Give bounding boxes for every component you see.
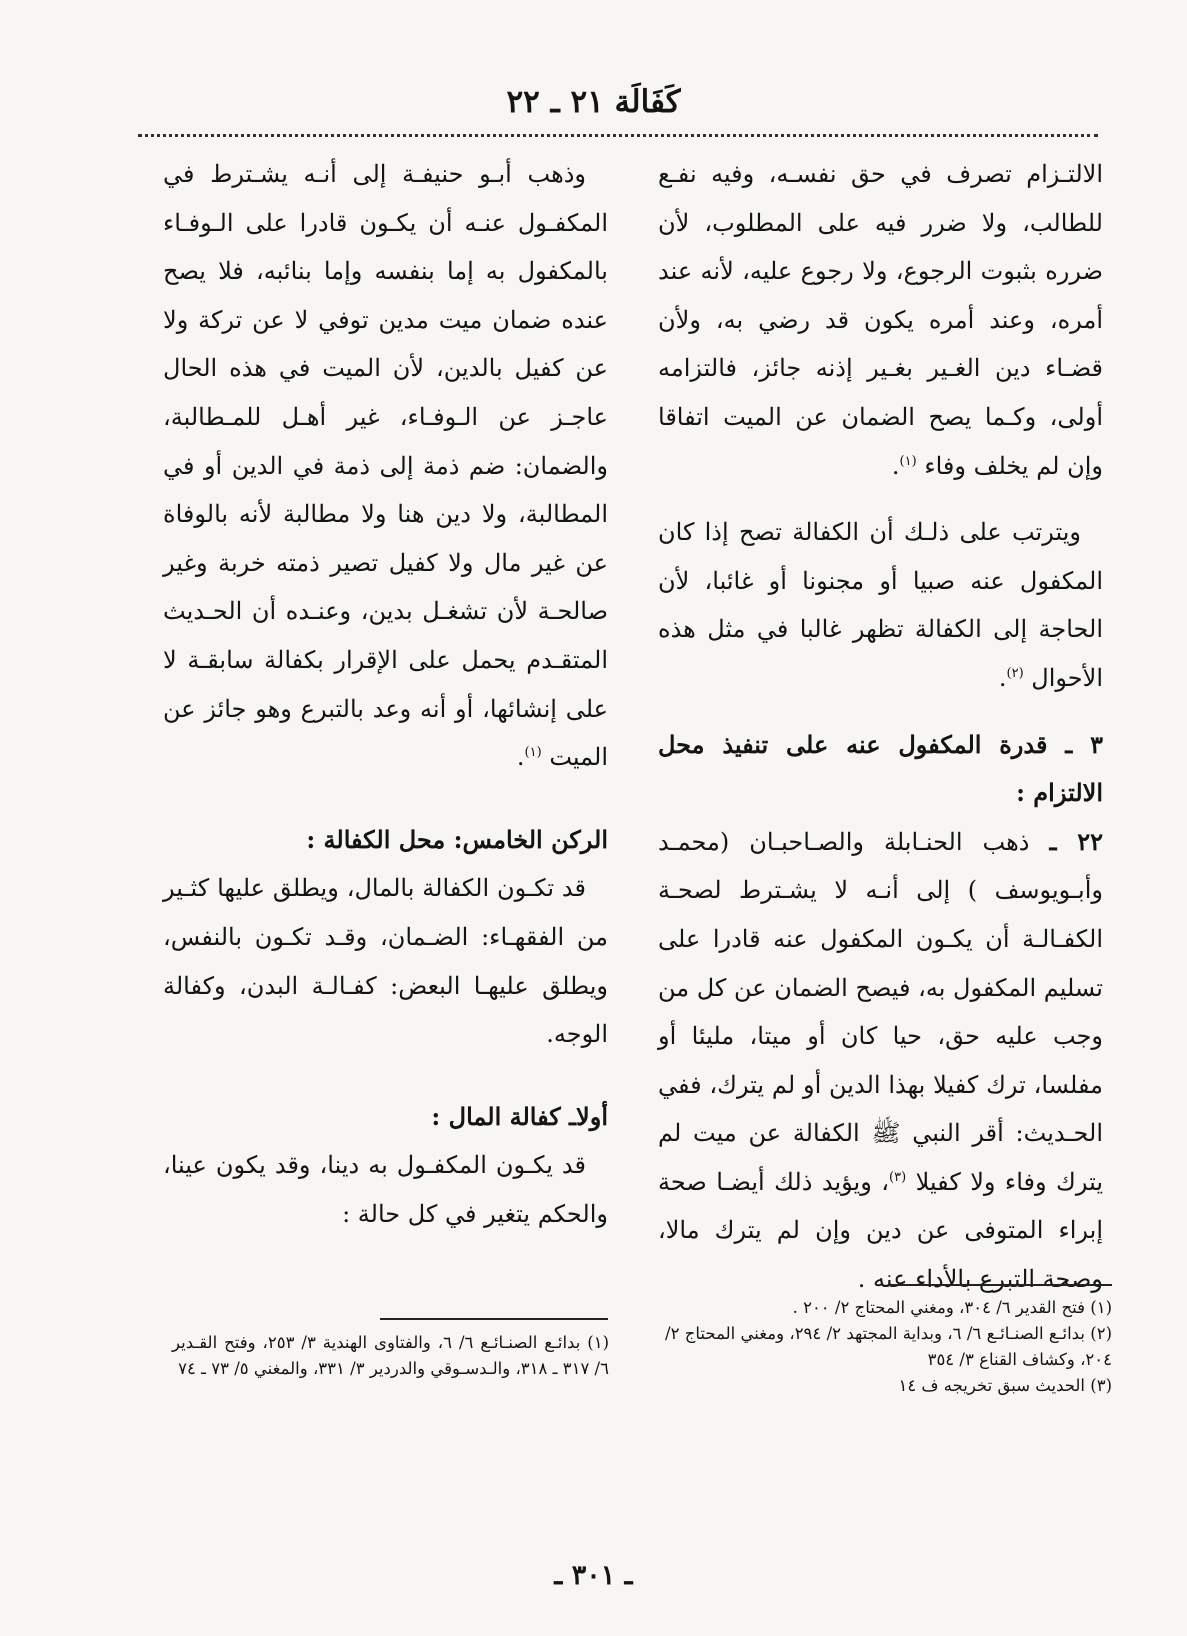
right-column — [658, 150, 1103, 1304]
footnote: (٣) الحديث سبق تخريجه ف ١٤ — [898, 1376, 1112, 1395]
right-paragraph-1: الالتـزام تصرف في حق نفسـه، وفيه نفـع للطالب، ولا ضرر فيه على المطلوب، لأن ضرره بثبوت الرجوع، ولا رجوع عليه، لأنه عند أمره، وعند أمره يكون قد رضي به، ولأن قضـاء دين الغـير بغـير إذنه جائز، فالتزامه أولى، وكـما يصح الضمان عن الميت اتفاقا وإن لم يخلف وفاء $^{(١)}$. — [658, 160, 1103, 480]
section-heading-fifth-pillar: الركن الخامس: محل الكفالة : — [306, 824, 608, 854]
left-paragraph-2: قد تكـون الكفالة بالمال، ويطلق عليها كثـير من الفقهـاء: الضـمان، وقـد تكـون بالنفس، ويطلق عليهـا البعض: كفـالـة البدن، وكفالة الوجه. — [163, 874, 608, 1049]
right-paragraph-2: ويترتب على ذلـك أن الكفالة تصح إذا كان المكفول عنه صبيا أو مجنونا أو غائبا، لأن الحاجة إلى الكفالة تظهر غالبا في مثل هذه الأحوال $^{(٢)}$. — [658, 518, 1103, 692]
header-dotted-rule — [138, 134, 1098, 137]
footnote-ref: (١) — [899, 453, 917, 469]
footnote-rule-left — [380, 1318, 608, 1320]
section-heading-3: ٣ ـ قدرة المكفول عنه على تنفيذ محل الالتزام : — [658, 729, 1103, 808]
footnotes-right — [665, 1295, 1112, 1399]
footnotes-left — [172, 1330, 609, 1382]
left-column — [163, 150, 608, 1238]
right-paragraph-3b-text: ، ويؤيد ذلك أيضـا صحة إبراء المتوفى عن دين وإن لم يترك مالا، وصحة التبرع بالأداء عنه . — [658, 1167, 1104, 1294]
right-paragraph-3 — [658, 818, 1103, 1304]
left-paragraph-1: وذهب أبـو حنيفـة إلى أنـه يشـترط في المكفـول عنـه أن يكـون قادرا على الـوفـاء بالمكفول به إما بنفسه وإما بنائبه، فلا يصح عنده ضمان ميت مدين توفي لا عن تركة ولا عن كفيل بالدين، لأن الميت في هذه الحال عاجـز عن الـوفـاء، غير أهـل للمـطالبة، والضمان: ضم ذمة إلى ذمة في الدين أو في المطالبة، ولا دين هنا ولا مطالبة لأنه بالوفاة عن غير مال ولا كفيل تصير ذمته خربة وغير صالحـة لأن تشغـل بدين، وعنـده أن الحـديث المتقـدم يحمل على الإقرار بكفالة سابقـة لا على إنشائها، أو أنه وعد بالتبرع وهو جائز عن الميت $^{(١)}$. — [163, 160, 608, 772]
footnote-ref: (٣) — [889, 1169, 907, 1185]
footnote: (١) فتح القدير ٦/ ٣٠٤، ومغني المحتاج ٢/ ٢٠٠ . — [792, 1298, 1112, 1317]
footnote: (٢) بدائـع الصنـائـع ٦/ ٦، وبداية المجتهد ٢/ ٢٩٤، ومغني المحتاج ٢/ ٢٠٤، وكشاف القناع ٣/ ٣٥٤ — [665, 1324, 1112, 1369]
page-number: ـ ٣٠١ ـ — [554, 1560, 633, 1591]
right-paragraph-1-text: الالتـزام تصرف في حق نفسـه، وفيه نفـع للطالب، ولا ضرر فيه على المطلوب، لأن ضرره بثبوت الرجوع، ولا رجوع عليه، لأنه عند أمره، وعند أمره يكون قد رضي به، ولأن قضـاء دين الغـير بغـير إذنه جائز، فالتزامه أولى، وكـما يصح الضمان عن الميت اتفاقا وإن لم يخلف وفاء — [658, 160, 1103, 480]
page-header-title: كَفَالَة ٢١ ـ ٢٢ — [506, 84, 681, 120]
footnote: (١) بدائـع الصنـائـع ٦/ ٦، والفتاوى الهندية ٣/ ٢٥٣، وفتح القـدير ٦/ ٣١٧ ـ ٣١٨، والـدسـوقي والدردير ٣/ ٣٣١، والمغني ٥/ ٧٣ ـ ٧٤ — [172, 1333, 609, 1378]
left-paragraph-3: قد يكـون المكفـول به دينا، وقد يكون عينا، والحكم يتغير في كل حالة : — [163, 1151, 608, 1228]
paragraph-number: ٢٢ ـ — [1049, 826, 1103, 856]
left-paragraph-1-text: وذهب أبـو حنيفـة إلى أنـه يشـترط في المكفـول عنـه أن يكـون قادرا على الـوفـاء بالمكفول به إما بنفسه وإما بنائبه، فلا يصح عنده ضمان ميت مدين توفي لا عن تركة ولا عن كفيل بالدين، لأن الميت في هذه الحال عاجـز عن الـوفـاء، غير أهـل للمـطالبة، والضمان: ضم ذمة إلى ذمة في الدين أو في المطالبة، ولا دين هنا ولا مطالبة لأنه بالوفاة عن غير مال ولا كفيل تصير ذمته خربة وغير صالحـة لأن تشغـل بدين، وعنـده أن الحـديث المتقـدم يحمل على الإقرار بكفالة سابقـة لا على إنشائها، أو أنه وعد بالتبرع وهو جائز عن الميت — [163, 160, 608, 772]
section-heading-money-guarantee: أولاـ كفالة المال : — [431, 1101, 608, 1131]
footnote-ref: (١) — [524, 745, 542, 761]
right-paragraph-2-text: ويترتب على ذلـك أن الكفالة تصح إذا كان المكفول عنه صبيا أو مجنونا أو غائبا، لأن الحاجة إلى الكفالة تظهر غالبا في مثل هذه الأحوال — [658, 518, 1103, 692]
right-paragraph-3a-text: ذهب الحنـابلة والصـاحبـان (محمـد وأبـويوسف ) إلى أنـه لا يشـترط لصحـة الكفـالـة أن يكـون المكفول عنه قادرا على تسليم المكفول به، فيصح الضمان عن كل من وجب عليه حق، حيا كان أو ميتا، مليئا أو مفلسا، ترك كفيلا بهذا الدين أو لم يترك، ففي الحـديث: أقر النبي ﷺ الكفالة عن ميت لم يترك وفاء ولا كفيلا — [658, 827, 1103, 1196]
footnote-rule-right — [888, 1284, 1112, 1286]
footnote-ref: (٢) — [1006, 665, 1024, 681]
